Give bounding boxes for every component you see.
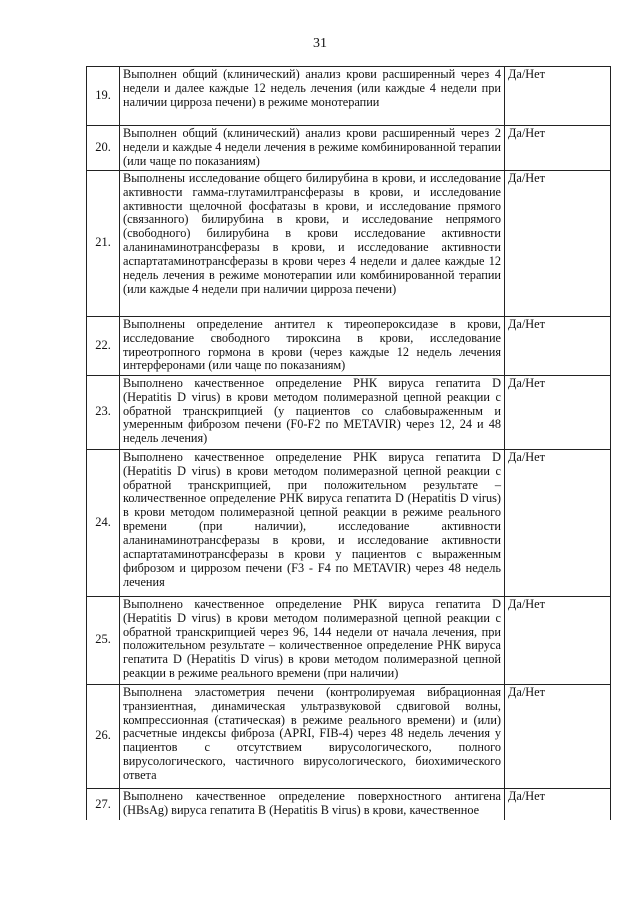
row-number: 20.	[87, 126, 120, 171]
answer-cell: Да/Нет	[505, 126, 611, 171]
row-number: 26.	[87, 684, 120, 788]
row-number: 21.	[87, 170, 120, 316]
answer-cell: Да/Нет	[505, 788, 611, 820]
criterion-text: Выполнено качественное определение РНК вируса гепатита D (Hepatitis D virus) в крови методом полимеразной цепной реакции с обратной транскрипцией через 96, 144 недели от начала лечения, при положительном результате – количественное определение РНК вируса гепатита D (Hepatitis D virus) в крови методом полимеразной цепной реакции в режиме реального времени (при наличии)	[120, 596, 505, 684]
criteria-table	[86, 66, 611, 820]
criterion-text: Выполнены исследование общего билирубина в крови, и исследование активности гамма-глутамилтрансферазы в крови, и исследование активности щелочной фосфатазы в крови, и исследование прямого (связанного) билирубина в крови, и исследование непрямого (свободного) билирубина в крови исследование активности аланинаминотрансферазы в крови, и исследование активности аспартатаминотрансферазы в крови через 4 недели и далее каждые 12 недель лечения в режиме монотерапии или комбинированной терапии (или каждые 4 недели при наличии цирроза печени)	[120, 170, 505, 316]
row-number: 24.	[87, 449, 120, 596]
criterion-text: Выполнен общий (клинический) анализ крови расширенный через 2 недели и каждые 4 недели лечения в режиме комбинированной терапии (или чаще по показаниям)	[120, 126, 505, 171]
table-row	[87, 596, 611, 684]
table-row	[87, 67, 611, 126]
criterion-text: Выполнены определение антител к тиреопероксидазе в крови, исследование свободного тироксина в крови, исследование тиреотропного гормона в крови (через каждые 12 недель лечения интерферонами (или чаще по показаниям)	[120, 316, 505, 375]
table-row	[87, 316, 611, 375]
criterion-text: Выполнено качественное определение РНК вируса гепатита D (Hepatitis D virus) в крови методом полимеразной цепной реакции с обратной транскрипцией, при положительном результате – количественное определение РНК вируса гепатита D (Hepatitis D virus) в крови методом полимеразной цепной реакции в режиме реального времени (при наличии), исследование активности аланинаминотрансферазы в крови, и исследование активности аспартатаминотрансферазы в крови у пациентов с выраженным фиброзом и циррозом печени (F3 - F4 по METAVIR) через 48 недель лечения	[120, 449, 505, 596]
answer-cell: Да/Нет	[505, 316, 611, 375]
criterion-text: Выполнено качественное определение поверхностного антигена (HBsAg) вируса гепатита B (Hepatitis B virus) в крови, качественное	[120, 788, 505, 820]
row-number: 22.	[87, 316, 120, 375]
table-row	[87, 170, 611, 316]
table-row	[87, 126, 611, 171]
page-number: 31	[313, 36, 327, 51]
row-number: 23.	[87, 375, 120, 449]
table-row	[87, 788, 611, 820]
table-row	[87, 684, 611, 788]
table-row	[87, 375, 611, 449]
criterion-text: Выполнен общий (клинический) анализ крови расширенный через 4 недели и далее каждые 12 недель лечения (или каждые 4 недели при наличии цирроза печени) в режиме монотерапии	[120, 67, 505, 126]
answer-cell: Да/Нет	[505, 449, 611, 596]
answer-cell: Да/Нет	[505, 596, 611, 684]
row-number: 27.	[87, 788, 120, 820]
table-row	[87, 449, 611, 596]
row-number: 25.	[87, 596, 120, 684]
criterion-text: Выполнено качественное определение РНК вируса гепатита D (Hepatitis D virus) в крови методом полимеразной цепной реакции с обратной транскрипцией (у пациентов со слабовыраженным и умеренным фиброзом печени (F0-F2 по METAVIR) через 12, 24 и 48 недель лечения)	[120, 375, 505, 449]
answer-cell: Да/Нет	[505, 170, 611, 316]
row-number: 19.	[87, 67, 120, 126]
answer-cell: Да/Нет	[505, 684, 611, 788]
answer-cell: Да/Нет	[505, 67, 611, 126]
answer-cell: Да/Нет	[505, 375, 611, 449]
criterion-text: Выполнена эластометрия печени (контролируемая вибрационная транзиентная, динамическая ультразвуковой сдвиговой волны, компрессионная (статическая) в режиме реального времени) и (или) расчетные индексы фиброза (APRI, FIB-4) через 48 недель лечения у пациентов с отсутствием вирусологического, полного вирусологического, частичного вирусологического, биохимического ответа	[120, 684, 505, 788]
